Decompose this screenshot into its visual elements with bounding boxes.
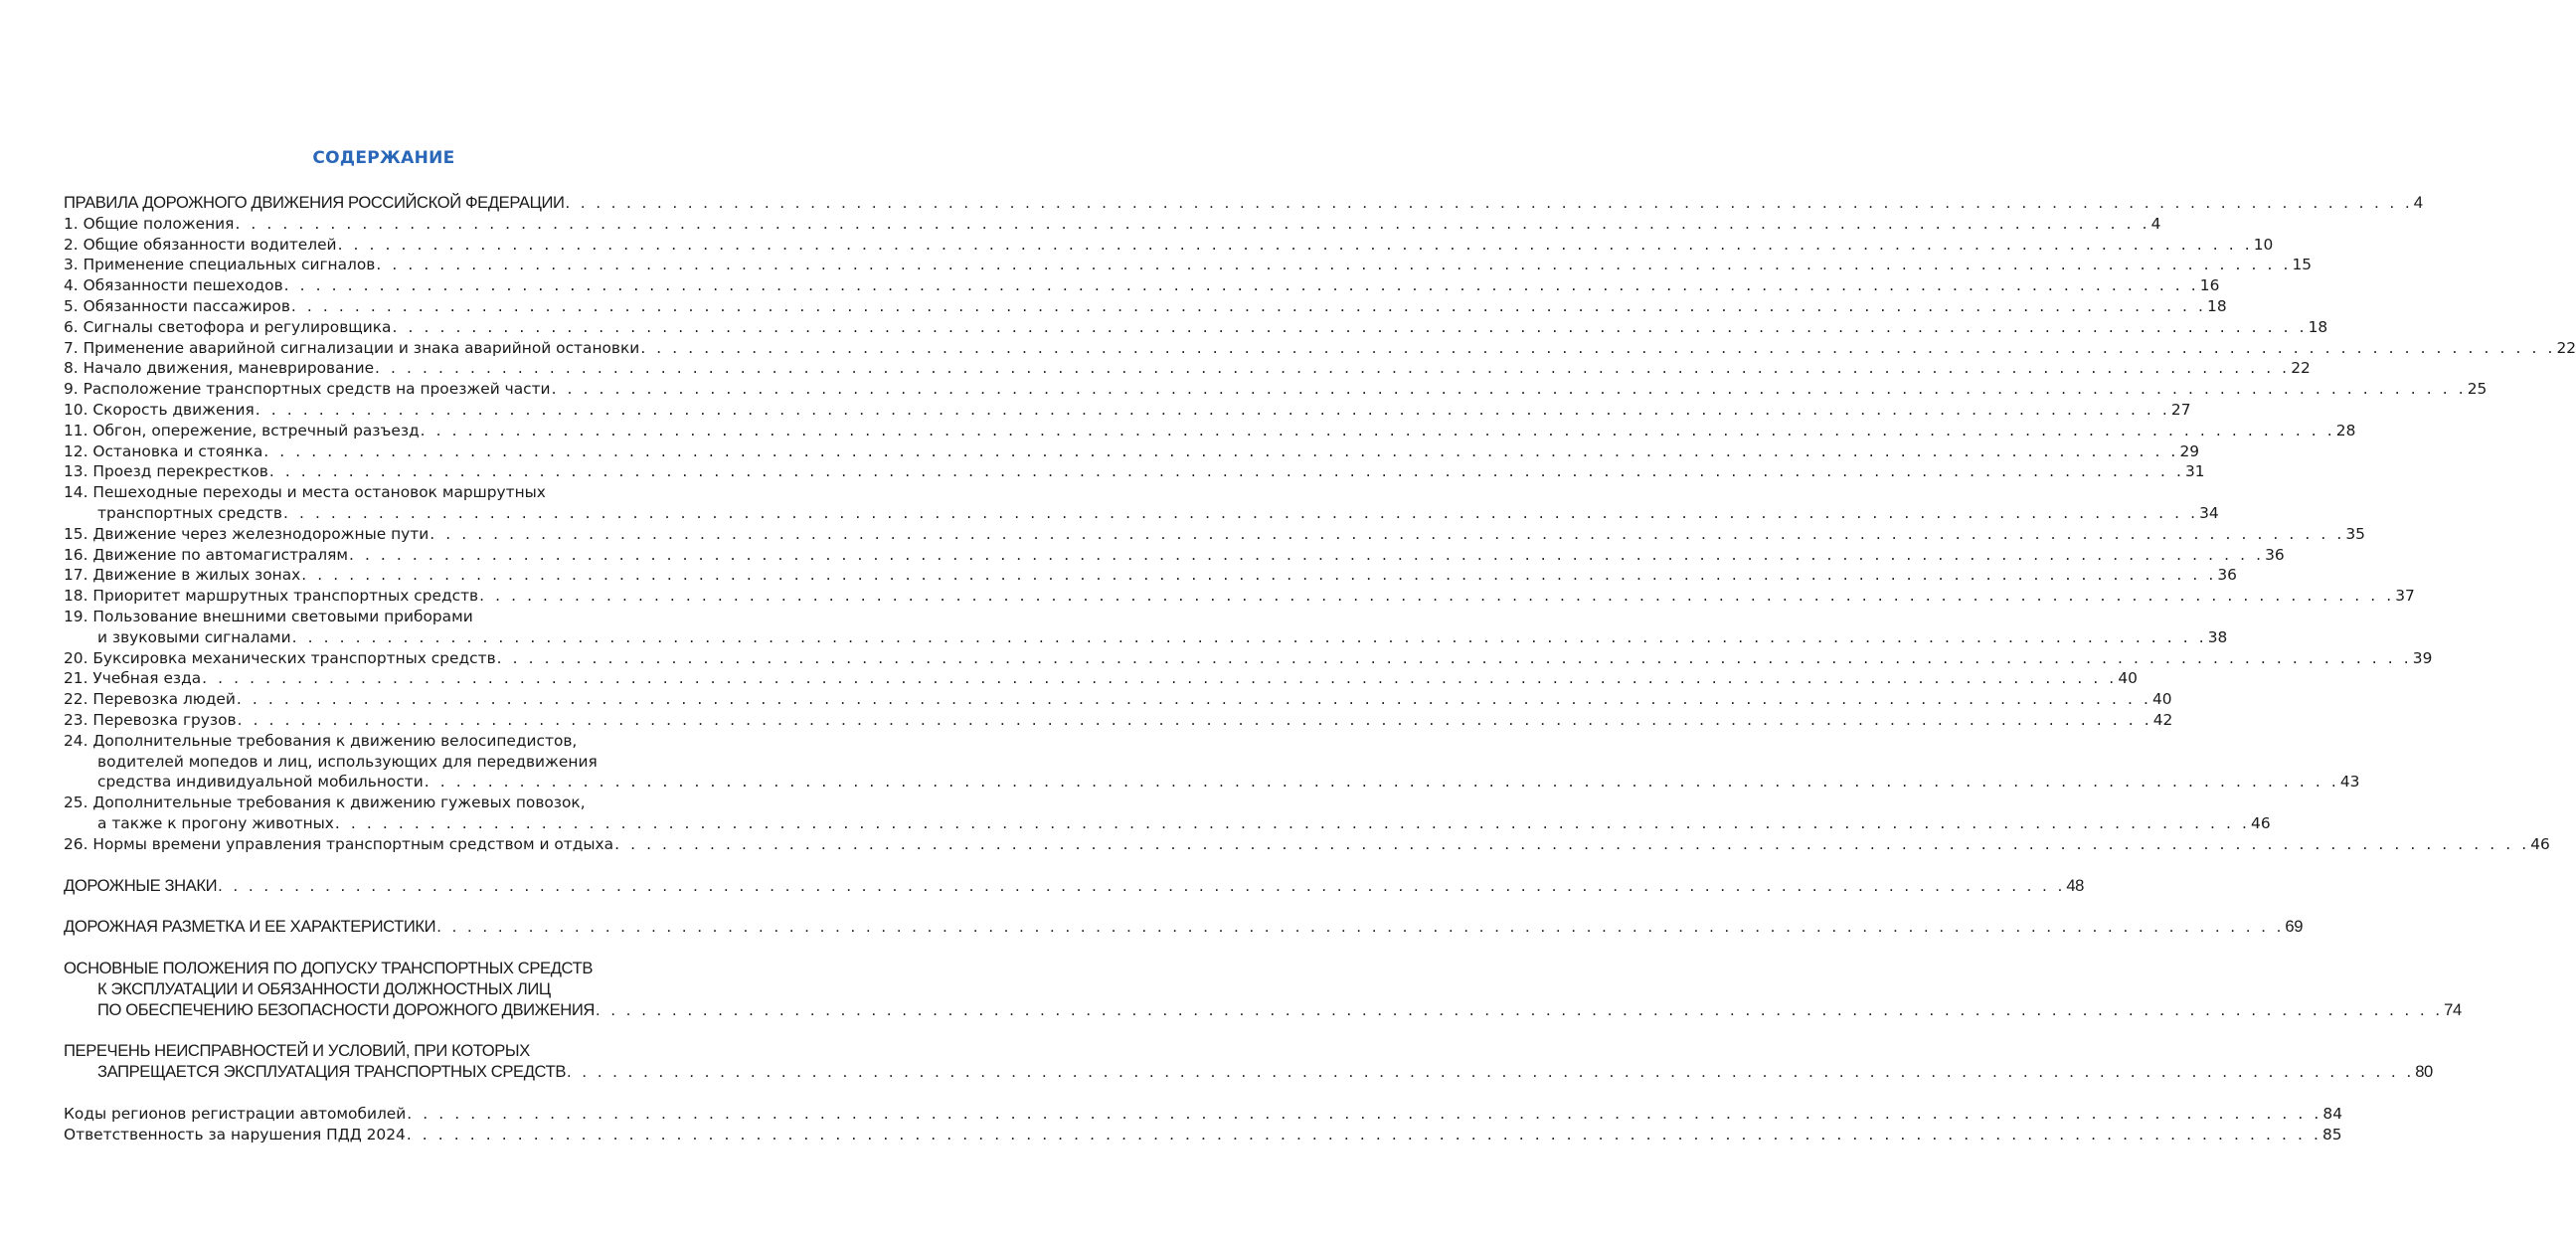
leader-dots [237, 689, 2151, 710]
toc-page-number: 27 [2170, 400, 2191, 419]
toc-page-number: 38 [2207, 627, 2228, 646]
toc-page-number: 4 [2150, 214, 2161, 233]
leader-dots [284, 275, 2199, 296]
section-spacer [64, 855, 701, 876]
leader-dots [263, 441, 2178, 462]
leader-dots [393, 317, 2308, 338]
toc-entry-title: 17. Движение в жилых зонах [64, 566, 301, 585]
toc-entry-title: 2. Общие обязанности водителей [64, 235, 337, 254]
toc-entry-title-continued: средства индивидуальной мобильности [97, 773, 424, 792]
toc-entry-23[interactable] [64, 710, 2173, 731]
leader-dots [292, 627, 2207, 648]
toc-entry-title-continued: К ЭКСПЛУАТАЦИИ И ОБЯЗАННОСТИ ДОЛЖНОСТНЫХ ЛИЦ [97, 978, 551, 998]
toc-entry-title: 1. Общие положения [64, 214, 235, 233]
leader-dots [256, 400, 2170, 421]
leader-dots [429, 524, 2344, 545]
leader-dots [338, 235, 2253, 256]
toc-page-number: 74 [2444, 999, 2462, 1019]
toc-entry-title: ДОРОЖНАЯ РАЗМЕТКА И ЕЕ ХАРАКТЕРИСТИКИ [64, 917, 436, 937]
toc-entry-15[interactable] [64, 524, 2365, 545]
toc-entry-title: 7. Применение аварийной сигнализации и знака аварийной остановки [64, 338, 640, 357]
toc-entry-title-continued: водителей мопедов и лиц, использующих для передвижения [97, 752, 598, 771]
toc-page-number: 34 [2199, 503, 2219, 522]
toc-entry-title: 19. Пользование внешними световыми приборами [64, 607, 473, 625]
toc-page-number: 15 [2292, 256, 2313, 274]
toc-page-number: 46 [2530, 834, 2550, 853]
toc-entry-title: 15. Движение через железнодорожные пути [64, 524, 429, 543]
toc-entry-title: 8. Начало движения, маневрирование [64, 359, 375, 378]
toc-entry-title: 6. Сигналы светофора и регулировщика [64, 317, 392, 336]
toc-entry-8[interactable] [64, 358, 2311, 379]
toc-entry-title-continued: транспортных средств [97, 503, 282, 522]
toc-page-number: 40 [2152, 690, 2172, 709]
toc-entry-road-signs[interactable] [64, 875, 2084, 897]
section-spacer [64, 1083, 701, 1104]
section-spacer [64, 896, 701, 917]
toc-entry-title: 18. Приоритет маршрутных транспортных средств [64, 587, 479, 606]
toc-page-number: 4 [2413, 193, 2423, 212]
section-spacer [64, 938, 701, 959]
toc-entry-title: Ответственность за нарушения ПДД 2024 [64, 1125, 406, 1144]
toc-page-number: 18 [2308, 317, 2328, 336]
leader-dots [614, 834, 2529, 855]
toc-entry-road-marking[interactable] [64, 917, 2304, 938]
toc-entry-11[interactable] [64, 421, 2356, 441]
leader-dots [291, 296, 2206, 317]
leader-dots [283, 503, 2198, 524]
toc-entry-9[interactable] [64, 379, 2488, 400]
toc-entry-4[interactable] [64, 275, 2220, 296]
toc-entry-title-continued: и звуковыми сигналами [97, 627, 291, 646]
toc-entry-title: 13. Проезд перекрестков [64, 462, 268, 481]
toc-page-number: 43 [2339, 773, 2360, 792]
leader-dots [202, 668, 2117, 689]
toc-entry-title: 4. Обязанности пешеходов [64, 276, 283, 295]
toc-page-number: 28 [2335, 421, 2356, 440]
toc-page-number: 84 [2322, 1105, 2342, 1124]
toc-entry-title: ДОРОЖНЫЕ ЗНАКИ [64, 875, 218, 895]
toc-page-number: 40 [2118, 669, 2138, 688]
leader-dots [407, 1125, 2321, 1146]
toc-entry-title: 23. Перевозка грузов [64, 710, 237, 729]
toc-page-number: 16 [2199, 276, 2220, 295]
toc-entry-title: Коды регионов регистрации автомобилей [64, 1105, 407, 1124]
toc-entry-title: 10. Скорость движения [64, 400, 255, 419]
toc-page-number: 37 [2395, 587, 2415, 606]
toc-entry-title: 3. Применение специальных сигналов [64, 256, 376, 274]
leader-dots [301, 565, 2216, 586]
leader-dots [349, 545, 2264, 566]
toc-entry-title: 9. Расположение транспортных средств на проезжей части [64, 380, 551, 399]
toc-entry-1[interactable] [64, 214, 2161, 235]
toc-page-number: 18 [2207, 296, 2227, 315]
toc-page-number: 22 [2556, 338, 2576, 357]
toc-page-number: 69 [2285, 917, 2304, 937]
toc-entry-title: ОСНОВНЫЕ ПОЛОЖЕНИЯ ПО ДОПУСКУ ТРАНСПОРТНЫХ СРЕДСТВ [64, 959, 593, 978]
toc-entry-12[interactable] [64, 441, 2200, 462]
toc-page-number: 39 [2412, 648, 2433, 667]
toc-entry-title: 26. Нормы времени управления транспортным средством и отдыха [64, 834, 614, 853]
toc-entry-26[interactable] [64, 834, 2550, 855]
leader-dots [375, 358, 2290, 379]
toc-entry-2[interactable] [64, 235, 2274, 256]
leader-dots [497, 648, 2412, 669]
toc-page-number: 29 [2179, 441, 2200, 460]
toc-entry-title-continued: ЗАПРЕЩАЕТСЯ ЭКСПЛУАТАЦИЯ ТРАНСПОРТНЫХ СРЕДСТВ [97, 1062, 566, 1082]
toc-entry-title: ПЕРЕЧЕНЬ НЕИСПРАВНОСТЕЙ И УСЛОВИЙ, ПРИ КОТОРЫХ [64, 1041, 530, 1061]
table-of-contents [64, 193, 2576, 1146]
toc-page-number: 48 [2066, 875, 2084, 895]
leader-dots [479, 586, 2394, 607]
leader-dots [596, 1000, 2443, 1021]
toc-entry-21[interactable] [64, 668, 2138, 689]
toc-entry-19[interactable] [64, 607, 2228, 648]
toc-entry-20[interactable] [64, 648, 2433, 669]
leader-dots [566, 193, 2413, 214]
toc-entry-16[interactable] [64, 545, 2285, 566]
toc-entry-title: 22. Перевозка людей [64, 690, 236, 709]
leader-dots [218, 876, 2065, 897]
toc-entry-7[interactable] [64, 338, 2576, 359]
toc-entry-18[interactable] [64, 586, 2415, 607]
leader-dots [235, 214, 2149, 235]
toc-page-number: 22 [2291, 359, 2311, 378]
toc-entry-3[interactable] [64, 255, 2313, 275]
toc-entry-13[interactable] [64, 461, 2205, 482]
toc-page-number: 85 [2321, 1125, 2342, 1144]
toc-entry-title: ПРАВИЛА ДОРОЖНОГО ДВИЖЕНИЯ РОССИЙСКОЙ ФЕДЕРАЦИИ [64, 193, 565, 212]
leader-dots [421, 421, 2335, 441]
toc-entry-title: 12. Остановка и стоянка [64, 441, 263, 460]
toc-page-number: 10 [2253, 235, 2274, 254]
toc-page-number: 25 [2467, 380, 2488, 399]
leader-dots [376, 255, 2291, 275]
toc-entry-24[interactable] [64, 731, 2360, 793]
toc-entry-title: 14. Пешеходные переходы и места остановок маршрутных [64, 483, 546, 502]
toc-entry-title: 11. Обгон, опережение, встречный разъезд [64, 421, 420, 440]
toc-entry-title: 25. Дополнительные требования к движению гужевых повозок, [64, 793, 586, 812]
leader-dots [552, 379, 2467, 400]
leader-dots [269, 461, 2184, 482]
toc-entry-title-continued: ПО ОБЕСПЕЧЕНИЮ БЕЗОПАСНОСТИ ДОРОЖНОГО ДВИЖЕНИЯ [97, 999, 595, 1019]
leader-dots [335, 813, 2250, 834]
toc-page-number: 36 [2265, 545, 2285, 564]
toc-page-number: 36 [2217, 566, 2237, 585]
leader-dots [640, 338, 2555, 359]
toc-page-number: 46 [2251, 813, 2271, 832]
toc-entry-14[interactable] [64, 482, 2219, 524]
toc-page-number: 31 [2184, 462, 2205, 481]
toc-entry-6[interactable] [64, 317, 2328, 338]
toc-entry-5[interactable] [64, 296, 2227, 317]
leader-dots [425, 772, 2339, 793]
leader-dots [407, 1104, 2321, 1125]
toc-entry-22[interactable] [64, 689, 2172, 710]
toc-entry-title: 20. Буксировка механических транспортных средств [64, 648, 496, 667]
toc-entry-title-continued: а также к прогону животных [97, 813, 334, 832]
toc-page-number: 35 [2345, 524, 2365, 543]
leader-dots [567, 1062, 2414, 1083]
toc-entry-25[interactable] [64, 793, 2271, 834]
toc-entry-10[interactable] [64, 400, 2191, 421]
toc-entry-title: 24. Дополнительные требования к движению велосипедистов, [64, 731, 578, 750]
toc-entry-malfunctions-list[interactable] [64, 1041, 2433, 1083]
leader-dots [238, 710, 2152, 731]
toc-entry-title: 21. Учебная езда [64, 669, 202, 688]
toc-entry-title: 5. Обязанности пассажиров [64, 296, 290, 315]
toc-entry-traffic-rules[interactable] [64, 193, 2423, 214]
leader-dots [436, 917, 2284, 938]
toc-entry-17[interactable] [64, 565, 2237, 586]
toc-entry-admission-provisions[interactable] [64, 959, 2462, 1020]
section-spacer [64, 1020, 701, 1041]
toc-page-number: 42 [2152, 710, 2173, 729]
toc-entry-violations-liability[interactable] [64, 1125, 2342, 1146]
toc-entry-title: 16. Движение по автомагистралям [64, 545, 348, 564]
toc-page-number: 80 [2415, 1062, 2433, 1082]
toc-entry-region-codes[interactable] [64, 1104, 2342, 1125]
page-title: СОДЕРЖАНИЕ [312, 148, 455, 168]
